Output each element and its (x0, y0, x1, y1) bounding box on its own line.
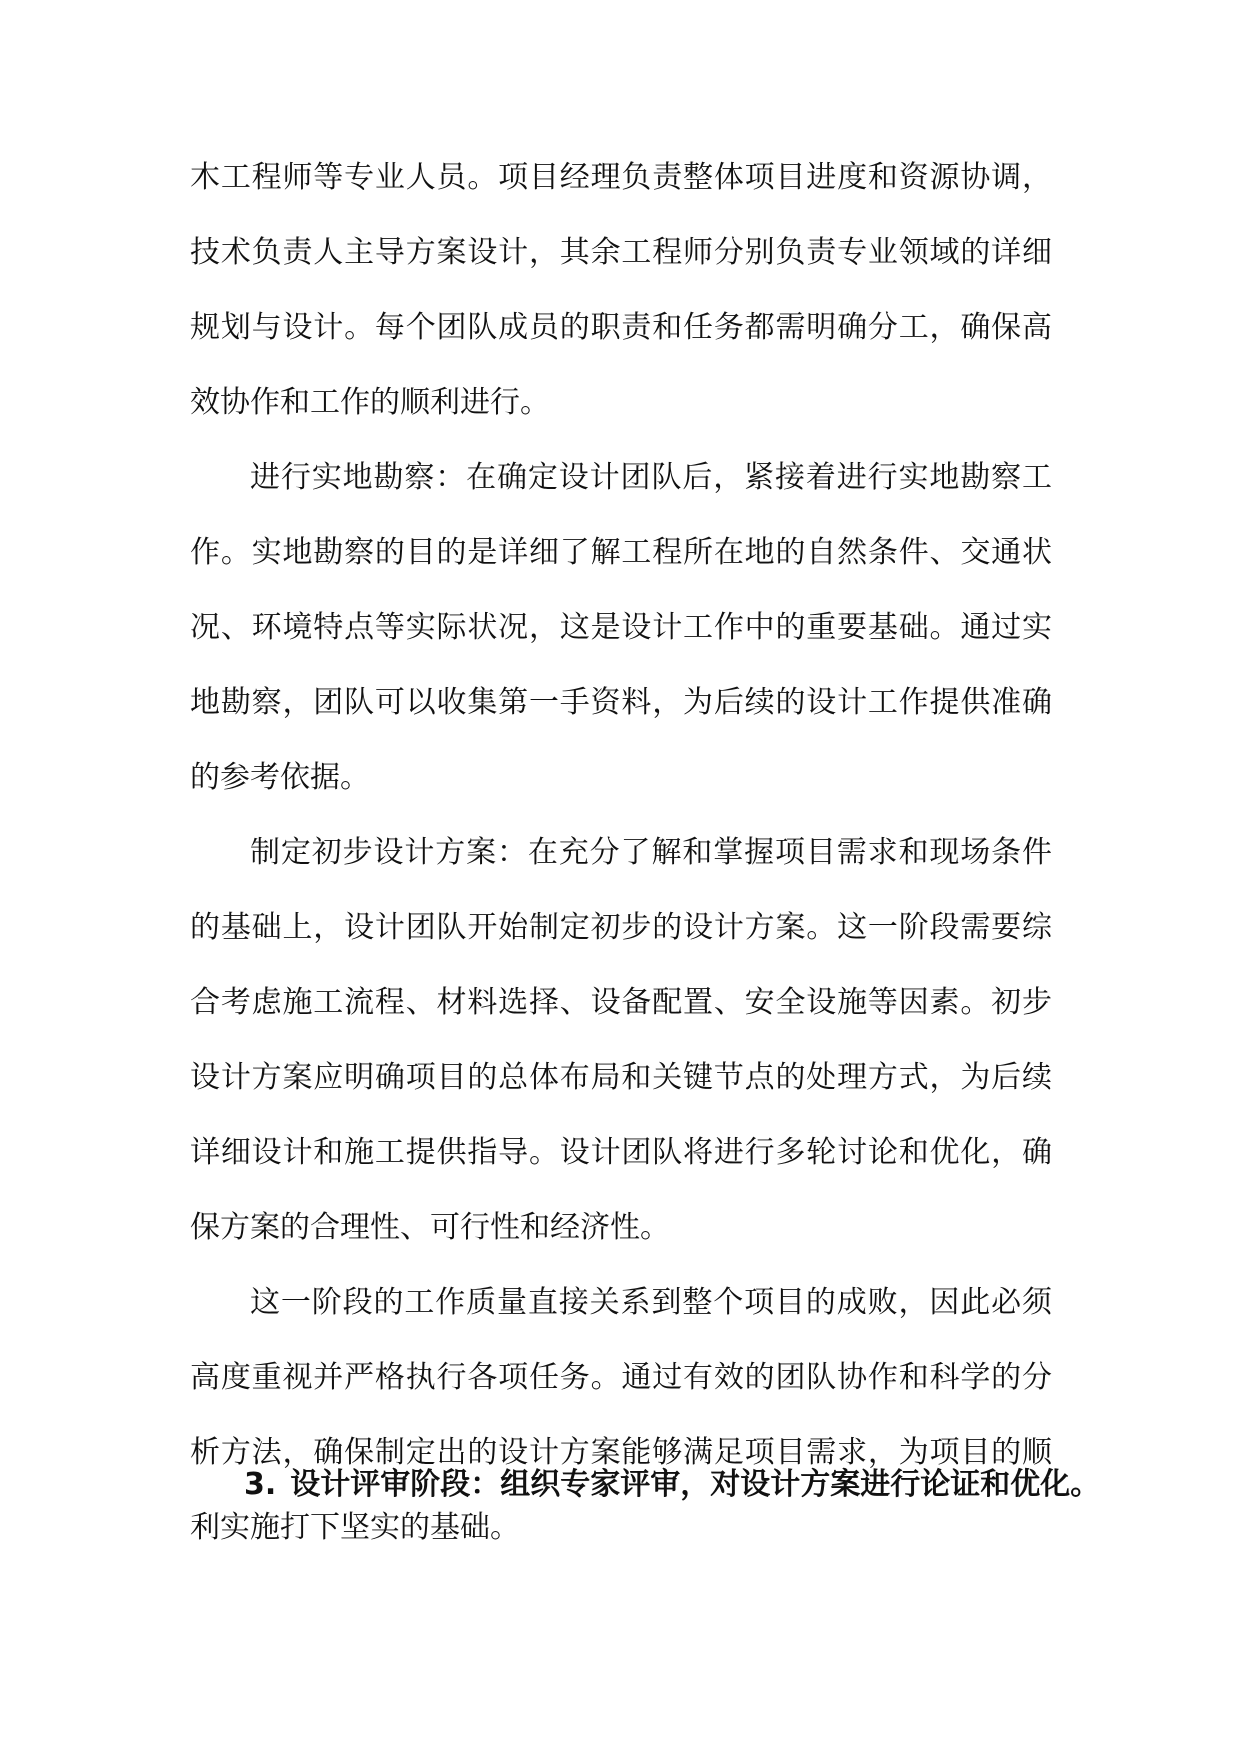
section-number: 3. (244, 1467, 277, 1502)
section-heading (244, 1460, 1101, 1510)
section-heading-text: 设计评审阶段：组织专家评审，对设计方案进行论证和优化。 (290, 1467, 1101, 1502)
body-text (190, 140, 1052, 1565)
paragraph-stage-quality: 这一阶段的工作质量直接关系到整个项目的成败，因此必须高度重视并严格执行各项任务。通过有效的团队协作和科学的分析方法，确保制定出的设计方案能够满足项目需求，为项目的顺利实施打下坚实的基础。 (190, 1285, 1052, 1545)
paragraph-site-survey: 进行实地勘察：在确定设计团队后，紧接着进行实地勘察工作。实地勘察的目的是详细了解工程所在地的自然条件、交通状况、环境特点等实际状况，这是设计工作中的重要基础。通过实地勘察，团队可以收集第一手资料，为后续的设计工作提供准确的参考依据。 (190, 460, 1052, 795)
paragraph-team-roles: 木工程师等专业人员。项目经理负责整体项目进度和资源协调，技术负责人主导方案设计，其余工程师分别负责专业领域的详细规划与设计。每个团队成员的职责和任务都需明确分工，确保高效协作和工作的顺利进行。 (190, 160, 1052, 420)
paragraph-preliminary-design: 制定初步设计方案：在充分了解和掌握项目需求和现场条件的基础上，设计团队开始制定初步的设计方案。这一阶段需要综合考虑施工流程、材料选择、设备配置、安全设施等因素。初步设计方案应明确项目的总体布局和关键节点的处理方式，为后续详细设计和施工提供指导。设计团队将进行多轮讨论和优化，确保方案的合理性、可行性和经济性。 (190, 835, 1052, 1245)
